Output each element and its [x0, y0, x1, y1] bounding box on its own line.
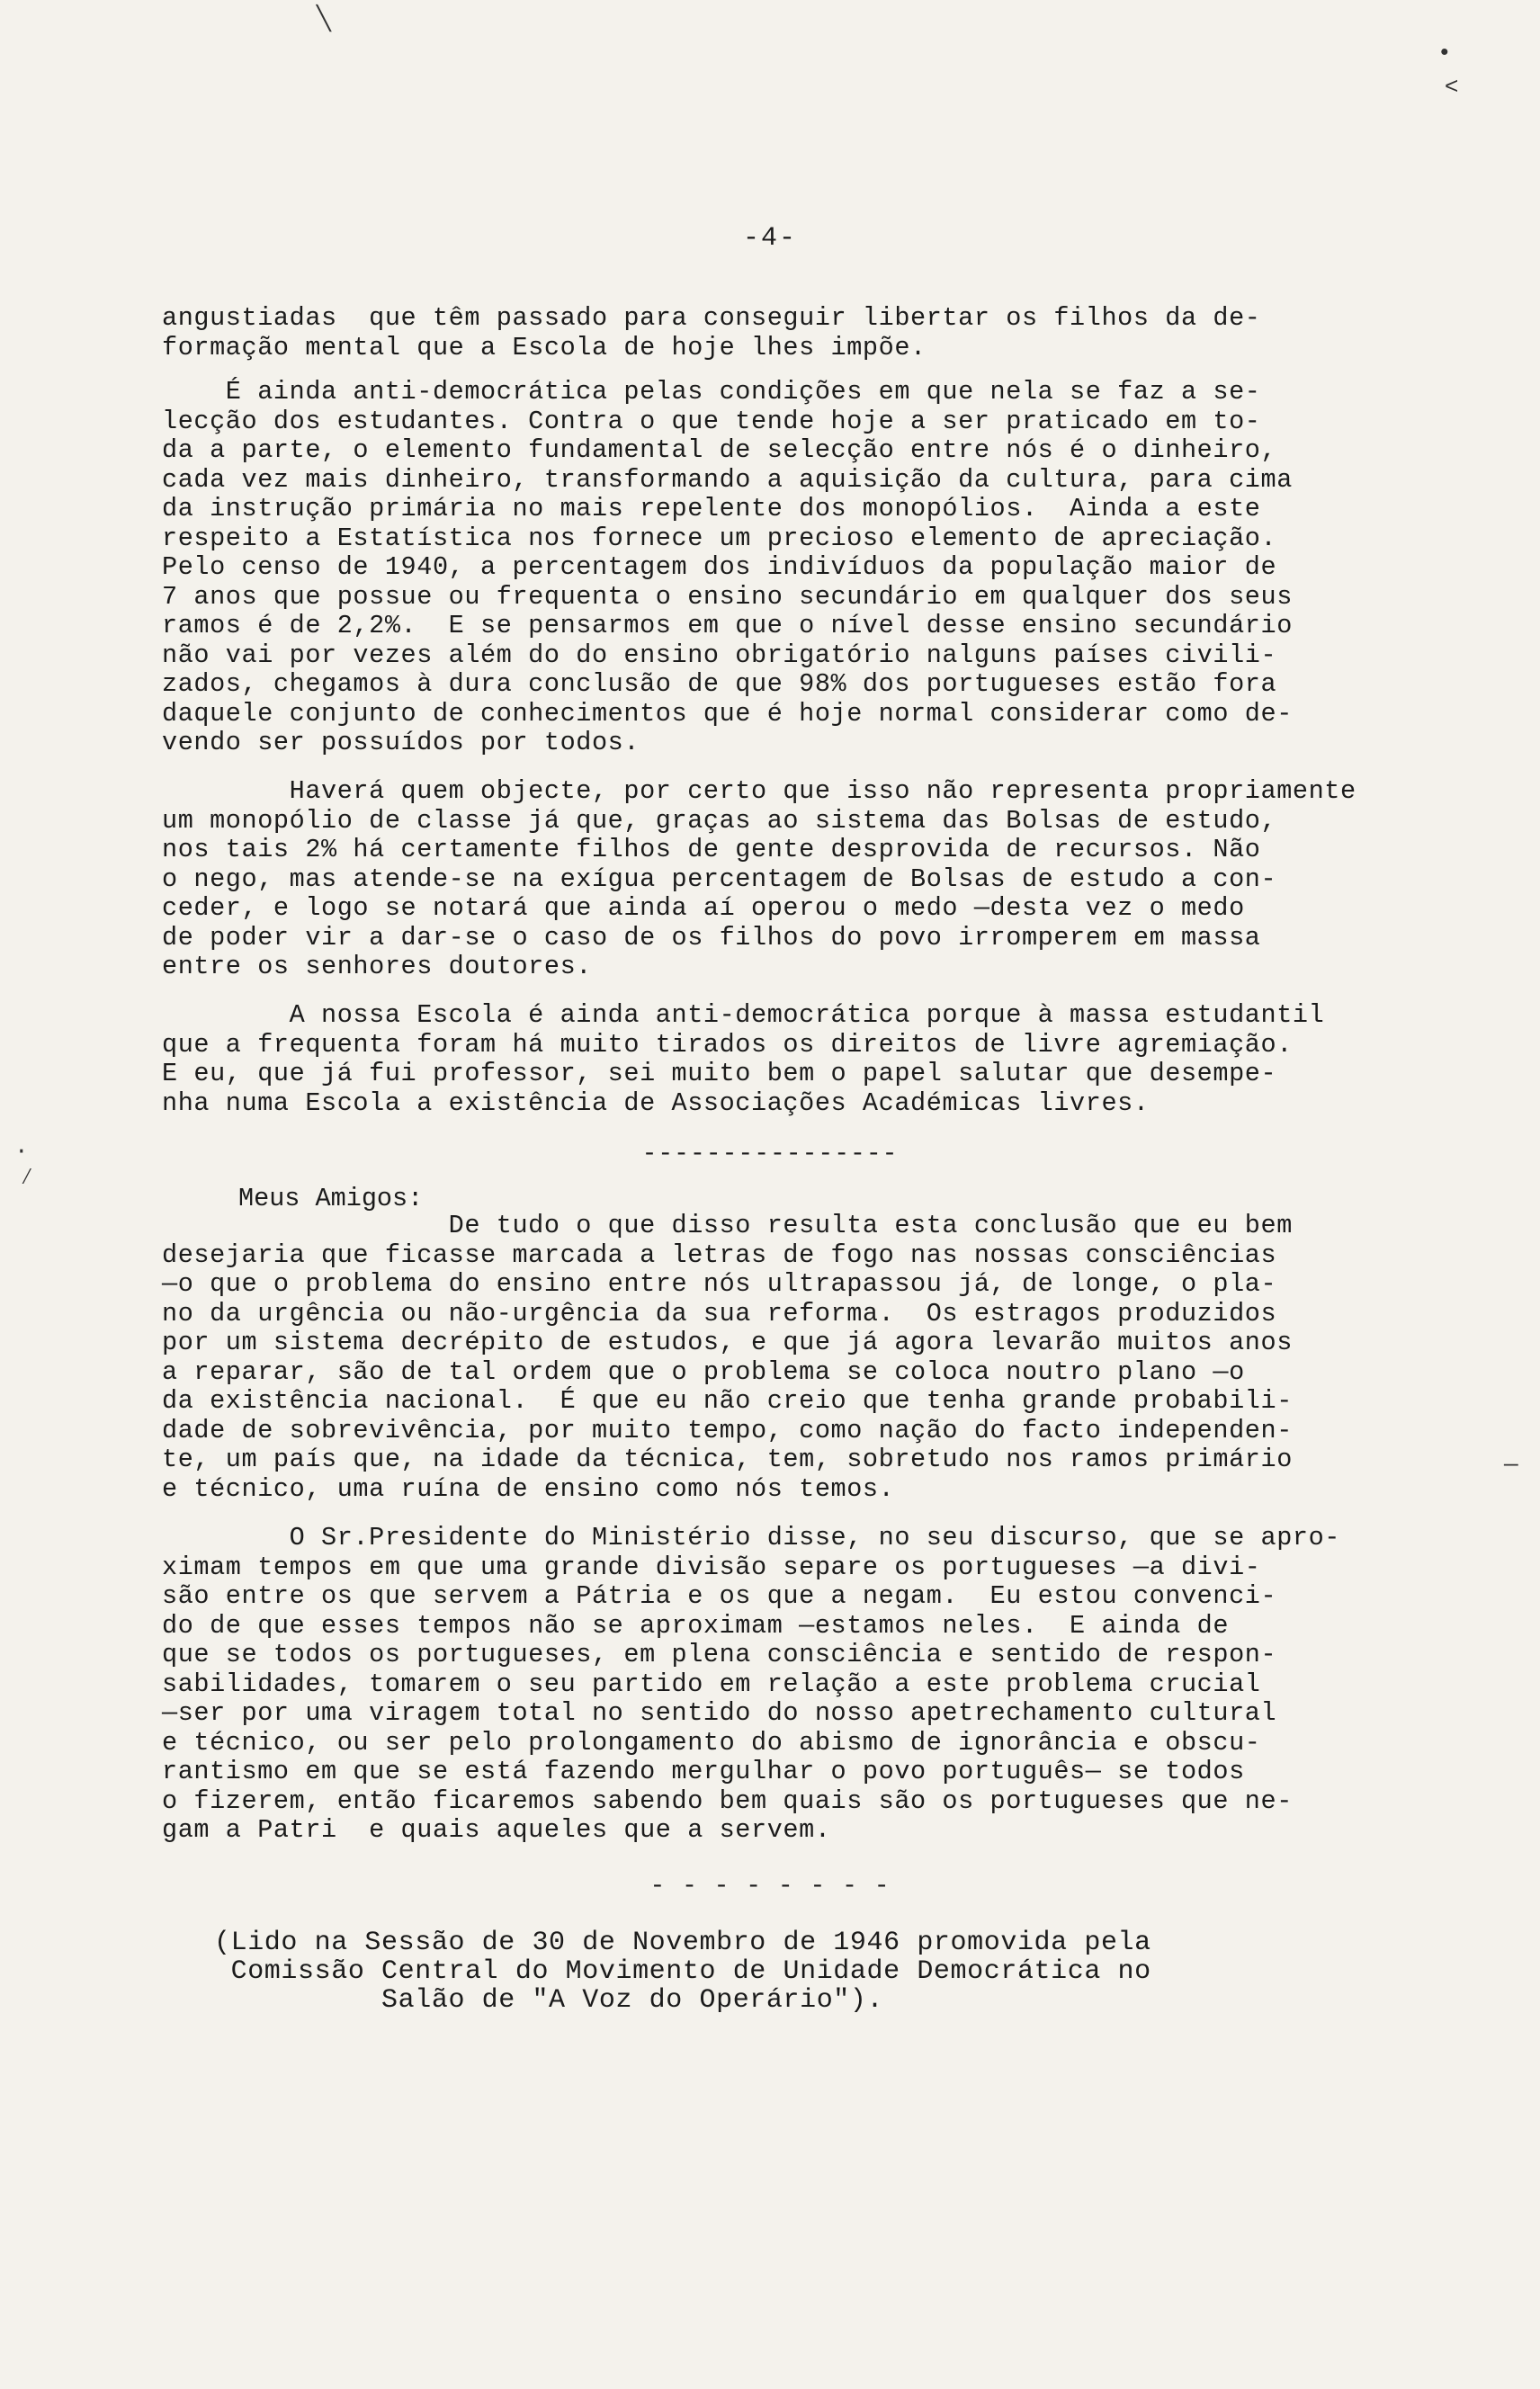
- salutation: Meus Amigos:: [238, 1184, 424, 1213]
- scan-speck: ˂: [1445, 74, 1459, 101]
- scan-speck: ⁄: [20, 1164, 34, 1191]
- section-separator: ----------------: [641, 1141, 899, 1168]
- paragraph: É ainda anti-democrática pelas condições em que nela se faz a se- lecção dos estudantes. Contra o que tende hoje a ser praticado em to- da a parte, o elemento fundamental de selecção entre nós é o dinheiro, cada vez mais dinheiro, transformando a aquisição da cultura, para cima da instrução primária no mais repelente dos monopólios. Ainda a este respeito a Estatística nos fornece um precioso elemento de apreciação. Pelo censo de 1940, a percentagem dos indivíduos da população maior de 7 anos que possue ou frequenta o ensino secundário em qualquer dos seus ramos é de 2,2%. E se pensarmos em que o nível desse ensino secundário não vai por vezes além do do ensino obrigatório nalguns países civili- zados, chegamos à dura conclusão de que 98% dos portugueses estão fora daquele conjunto de conhecimentos que é hoje normal considerar como de- vendo ser possuídos por todos.: [162, 377, 1293, 757]
- scan-speck: ╲: [317, 6, 331, 33]
- reading-note: (Lido na Sessão de 30 de Novembro de 1946 promovida pela Comissão Central do Movimento de Unidade Democrática no Salão de "A Voz do Operário").: [214, 1928, 1151, 2016]
- paragraph: A nossa Escola é ainda anti-democrática porque à massa estudantil que a frequenta foram há muito tirados os direitos de livre agremiação. E eu, que já fui professor, sei muito bem o papel salutar que desempe- nha numa Escola a existência de Associações Académicas livres.: [162, 1000, 1325, 1118]
- scan-speck: —: [1504, 1451, 1518, 1478]
- paragraph: angustiadas que têm passado para conseguir libertar os filhos da de- formação mental que a Escola de hoje lhes impõe.: [162, 303, 1261, 362]
- closing-separator: - - - - - - - -: [649, 1873, 891, 1901]
- paragraph: De tudo o que disso resulta esta conclusão que eu bem desejaria que ficasse marcada a letras de fogo nas nossas consciências —o que o problema do ensino entre nós ultrapassou já, de longe, o pla- no da urgência ou não-urgência da sua reforma. Os estragos produzidos por um sistema decrépito de estudos, e que já agora levarão muitos anos a reparar, são de tal ordem que o problema se coloca noutro plano —o da existência nacional. É que eu não creio que tenha grande probabili- dade de sobrevivência, por muito tempo, como nação do facto independen- te, um país que, na idade da técnica, tem, sobretudo nos ramos primário e técnico, uma ruína de ensino como nós temos.: [162, 1211, 1293, 1504]
- paragraph: Haverá quem objecte, por certo que isso não representa propriamente um monopólio de classe já que, graças ao sistema das Bolsas de estudo, nos tais 2% há certamente filhos de gente desprovida de recursos. Não o nego, mas atende-se na exígua percentagem de Bolsas de estudo a con- ceder, e logo se notará que ainda aí operou o medo —desta vez o medo de poder vir a dar-se o caso de os filhos do povo irromperem em massa entre os senhores doutores.: [162, 776, 1356, 981]
- page-number: -4-: [742, 223, 797, 254]
- paragraph: O Sr.Presidente do Ministério disse, no seu discurso, que se apro- ximam tempos em que uma grande divisão separe os portugueses —a divi- são entre os que servem a Pátria e os que a negam. Eu estou convenci- do de que esses tempos não se aproximam —estamos neles. E ainda de que se todos os portugueses, em plena consciência e sentido de respon- sabilidades, tomarem o seu partido em relação a este problema crucial —ser por uma viragem total no sentido do nosso apetrechamento cultural e técnico, ou ser pelo prolongamento do abismo de ignorância e obscu- rantismo em que se está fazendo mergulhar o povo português— se todos o fizerem, então ficaremos sabendo bem quais são os portugueses que ne- gam a Patri e quais aqueles que a servem.: [162, 1523, 1341, 1845]
- scan-speck: •: [1437, 40, 1452, 67]
- scan-speck: ·: [14, 1138, 29, 1165]
